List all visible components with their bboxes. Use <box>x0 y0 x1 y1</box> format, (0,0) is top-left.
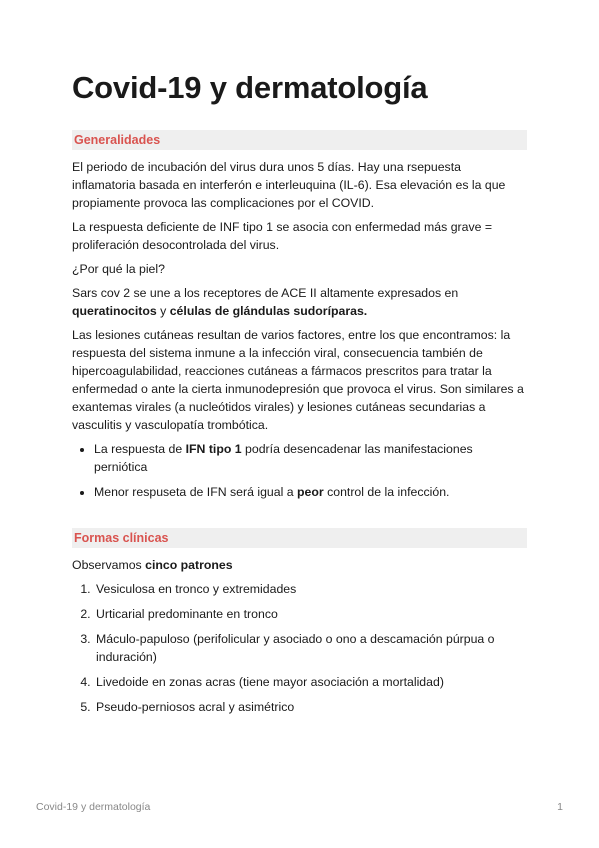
section-heading-generalidades: Generalidades <box>72 130 527 150</box>
text-fragment: La respuesta de <box>94 441 186 456</box>
text-fragment: Menor respuseta de IFN será igual a <box>94 484 298 499</box>
list-item <box>94 483 527 501</box>
list-item: 5. Pseudo-perniosos acral y asimétrico <box>94 698 527 716</box>
bold-term-cinco-patrones: cinco patrones <box>145 557 233 572</box>
list-item: 4. Livedoide en zonas acras (tiene mayor asociación a mortalidad) <box>94 673 527 691</box>
text-fragment: control de la infección. <box>323 484 450 499</box>
bold-term-ifn: IFN tipo 1 <box>185 441 242 456</box>
bullet-list <box>72 440 527 501</box>
list-item: 1. Vesiculosa en tronco y extremidades <box>94 580 527 598</box>
page-footer <box>36 801 563 813</box>
footer-title: Covid-19 y dermatología <box>36 801 151 813</box>
paragraph-intro-patterns <box>72 556 527 574</box>
page-title: Covid-19 y dermatología <box>72 70 428 105</box>
page-number: 1 <box>557 801 563 813</box>
list-item: 2. Urticarial predominante en tronco <box>94 605 527 623</box>
bold-term-glandulas: células de glándulas sudoríparas. <box>169 303 368 318</box>
document-page <box>72 70 527 723</box>
bold-term-peor: peor <box>297 484 324 499</box>
paragraph-receptors <box>72 284 527 320</box>
list-item: 3. Máculo-papuloso (perifolicular y asociado o ono a descamación púrpua o induración) <box>94 630 527 666</box>
bold-term-queratinocitos: queratinocitos <box>72 303 157 318</box>
paragraph-lesions: Las lesiones cutáneas resultan de varios factores, entre los que encontramos: la respuesta del sistema inmune a la infección viral, consecuencia también de hipercoagulabilidad, reacciones cutáneas a fármacos prescritos para tratar la enfermedad o ante la cierta inmunodepresión que provoca el virus. Son similares a exantemas virales (a nucleótidos virales) y lesiones cutáneas secundarias a vasculitis y vasculopatía trombótica. <box>72 327 524 432</box>
section-heading-formas-clinicas: Formas clínicas <box>72 528 527 548</box>
list-item <box>94 440 527 476</box>
numbered-list <box>72 580 527 716</box>
text-fragment: Sars cov 2 se une a los receptores de ACE II altamente expresados en <box>72 285 459 300</box>
paragraph-question: ¿Por qué la piel? <box>72 261 165 276</box>
text-fragment: podría desencadenar las manifestaciones perniótica <box>94 441 473 474</box>
paragraph-inf-response: La respuesta deficiente de INF tipo 1 se asocia con enfermedad más grave = proliferación desocontrolada del virus. <box>72 219 493 252</box>
paragraph-incubation: El periodo de incubación del virus dura unos 5 días. Hay una rsepuesta inflamatoria basada en interferón e interleuquina (IL-6). Esa elevación es la que propiamente provoca las complicaciones por el COVID. <box>72 159 506 210</box>
text-fragment: y <box>156 303 170 318</box>
text-fragment: Observamos <box>72 557 146 572</box>
